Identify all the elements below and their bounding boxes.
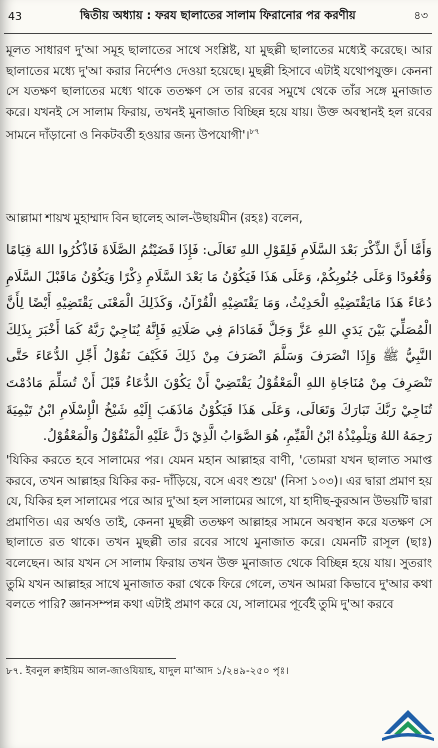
scholar-line: আল্লামা শায়খ মুহাম্মাদ বিন ছালেহ আল-উছায়মীন (রহঃ) বলেন, [6, 211, 303, 225]
paragraph-intro [6, 40, 432, 146]
footnote-rule [6, 658, 176, 659]
page-number-bengali: ৪৩ [413, 8, 428, 22]
page-number-latin: 43 [8, 9, 22, 23]
footnote-ref: ৮৭ [249, 127, 260, 137]
publisher-logo-icon [380, 704, 436, 744]
arabic-quote: وَأَمَّا أَنَّ الذِّكْرَ بَعْدَ السَّلَامِ فَلِقَوْلِ اللهِ تَعَالَى: فَإِذَا قَضَيْتُمُ الصَّلَاةَ فَاذْكُرُوا اللهَ قِيَامًا وَقُعُودًا وَعَلَى جُنُوبِكُمْ، وَعَلَى هَذَا فَيَكُوْنُ مَا بَعْدَ السَّلَامِ ذِكْرًا وَيَكُوْنُ مَاقَبْلَ السَّلَامِ دُعَاءً هَذَا مَايَقْتَضِيْهِ الْحَدِيْثُ، وَمَا يَقْتَضِيْهِ الْقُرْآنُ، وَكَذَلِكَ الْمَعْنَى يَقْتَضِيْهِ أَيْضًا لِأَنَّ الْمُصَلِّيَ بَيْنَ يَدَيِ اللهِ عَزَّ وَجَلَّ فَمَادَامَ فِي صَلَاتِهِ فَإِنَّهُ يُنَاجِيْ رَبَّهُ كَمَا أَخْبَرَ بِذَلِكَ النَّبِيُّ ﷺ وَإِذَا انْصَرَفَ وَسَلَّمَ انْصَرَفَ مِنْ ذَلِكَ فَكَيْفَ نَقُوْلُ أَجِّلِ الدُّعَاءَ حَتَّى تَنْصَرِفَ مِنْ مُنَاجَاةِ اللهِ الْمَعْقُوْلُ يَقْتَضِيْ أَنْ يَكُوْنَ الدُّعَاءُ قَبْلَ أَنْ تُسَلِّمَ مَادُمْتَ تُنَاجِيْ رَبَّكَ تَبَارَكَ وَتَعَالَى، وَعَلَى هَذَا فَيَكُوْنُ مَاذَهَبَ إِلَيْهِ شَيْخُ الْإِسْلَامِ ابْنُ تَيْمِيَةَ رَحِمَهُ اللهُ وَتِلْمِيْذُهُ ابْنُ الْقَيِّمِ، هُوَ الصَّوَابُ الَّذِيْ دَلَّ عَلَيْهِ الْمَنْقُوْلُ وَالْمَعْقُوْلُ. [6, 243, 432, 445]
header-rule [4, 33, 432, 34]
paragraph-intro-text: মূলত সাধারণ দু'আ সমূহ ছালাতের সাথে সংশ্লিষ্ট, যা মুছল্লী ছালাতের মধ্যেই করেছে। আর ছালাতের মধ্যে দু'আ করার নির্দেশও দেওয়া হয়েছে। মুছল্লী হিসাবে এটাই যথোপযুক্ত। কেননা সে যতক্ষণ ছালাতের মধ্যে থাকে ততক্ষণ সে তার রবের সমুখে থেকে তাঁর সঙ্গে মুনাজাত করে। যখনই সে সালাম ফিরায়, তখনই মুনাজাত বিচ্ছিন্ন হয়ে যায়। উক্ত অবস্থানই হল রবের সামনে দাঁড়ানো ও নিকটবর্তী হওয়ার জন্য উপযোগী'। [6, 43, 432, 143]
paragraph-translation: 'যিকির করতে হবে সালামের পর। যেমন মহান আল্লাহর বাণী, 'তোমরা যখন ছালাত সমাপ্ত করবে, তখন আল্লাহর যিকির কর- দাঁড়িয়ে, বসে এবং শুয়ে' (নিসা ১০৩)। এর দ্বারা প্রমাণ হয় যে, যিকির হল সালামের পরে আর দু'আ হল সালামের আগে, যা হাদীছ-কুরআন উভয়টি দ্বারা প্রমাণিত। এর অর্থও তাই, কেননা মুছল্লী ততক্ষণ আল্লাহর সামনে অবস্থান করে যতক্ষণ সে ছালাতে রত থাকে। তখন মুছল্লী তার রবের সাথে মুনাজাত করে। যেমনটি রাসূল (ছাঃ) বলেছেন। আর যখন সে সালাম ফিরায় তখন উক্ত মুনাজাত থেকে বিচ্ছিন্ন হয়ে যায়। সুতরাং তুমি যখন আল্লাহর সাথে মুনাজাত করা থেকে ফিরে গেলে, তখন আমরা কিভাবে দু'আর কথা বলতে পারি? জ্ঞানসম্পন্ন কথা এটাই প্রমাণ করে যে, সালামের পূর্বেই তুমি দু'আ করবে [6, 453, 432, 612]
running-title: দ্বিতীয় অধ্যায় : ফরয ছালাতের সালাম ফিরানোর পর করণীয় [80, 7, 356, 22]
page-header [0, 0, 438, 32]
footnote: ৮৭. ইবনুল ক্বাইয়িম আল-জাওযিয়াহ, যাদুল মা'আদ ১/২৪৯-২৫০ পৃঃ। [6, 666, 289, 677]
